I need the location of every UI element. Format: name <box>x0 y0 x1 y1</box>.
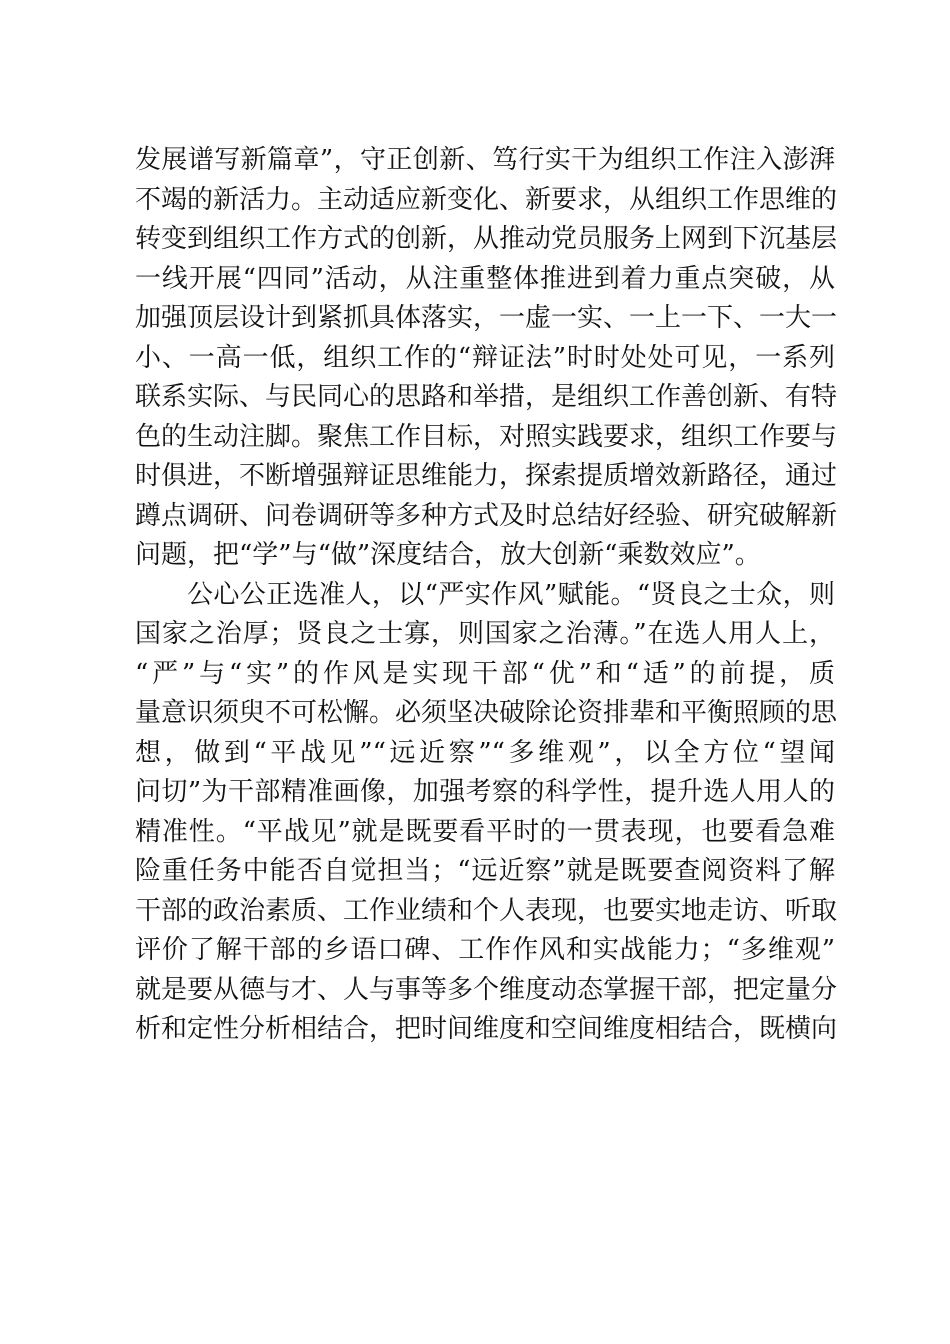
text-line: 发展谱写新篇章”，守正创新、笃行实干为组织工作注入澎湃 <box>135 145 835 175</box>
text-line: 小、一高一低，组织工作的“辩证法”时时处处可见，一系列 <box>135 342 835 373</box>
text-line: 评价了解干部的乡语口碑、工作作风和实战能力；“多维观” <box>135 935 835 965</box>
text-line: 公心公正选准人，以“严实作风”赋能。“贤良之士众，则 <box>187 579 835 610</box>
text-line: 量意识须臾不可松懈。必须坚决破除论资排辈和平衡照顾的思 <box>135 698 838 728</box>
text-line: 干部的政治素质、工作业绩和个人表现，也要实地走访、听取 <box>135 895 838 926</box>
paragraph-2 <box>135 576 838 1050</box>
text-line: 时俱进，不断增强辩证思维能力，探索提质增效新路径，通过 <box>135 461 838 491</box>
text-line: 精准性。“平战见”就是既要看平时的一贯表现，也要看急难 <box>135 816 835 847</box>
text-line: 一线开展“四同”活动，从注重整体推进到着力重点突破，从 <box>135 263 835 294</box>
document-body <box>135 141 838 1050</box>
text-line: 问切”为干部精准画像，加强考察的科学性，提升选人用人的 <box>135 777 835 807</box>
text-line: 蹲点调研、问卷调研等多种方式及时总结好经验、研究破解新 <box>135 500 838 531</box>
paragraph-1 <box>135 141 838 576</box>
text-line: 转变到组织工作方式的创新，从推动党员服务上网到下沉基层 <box>135 224 838 254</box>
text-line: 就是要从德与才、人与事等多个维度动态掌握干部，把定量分 <box>135 974 838 1005</box>
text-line: 加强顶层设计到紧抓具体落实，一虚一实、一上一下、一大一 <box>135 303 838 333</box>
text-line: 险重任务中能否自觉担当；“远近察”就是既要查阅资料了解 <box>135 856 835 886</box>
text-line: “严”与“实”的作风是实现干部“优”和“适”的前提，质 <box>135 658 835 689</box>
text-line: 国家之治厚；贤良之士寡，则国家之治薄。”在选人用人上， <box>135 619 835 649</box>
text-line: 析和定性分析相结合，把时间维度和空间维度相结合，既横向 <box>135 1014 838 1044</box>
text-line: 不竭的新活力。主动适应新变化、新要求，从组织工作思维的 <box>135 184 838 215</box>
text-line: 色的生动注脚。聚焦工作目标，对照实践要求，组织工作要与 <box>135 421 838 452</box>
text-line: 问题，把“学”与“做”深度结合，放大创新“乘数效应”。 <box>135 540 761 570</box>
text-line: 想，做到“平战见”“远近察”“多维观”，以全方位“望闻 <box>135 737 835 768</box>
text-line: 联系实际、与民同心的思路和举措，是组织工作善创新、有特 <box>135 382 838 412</box>
